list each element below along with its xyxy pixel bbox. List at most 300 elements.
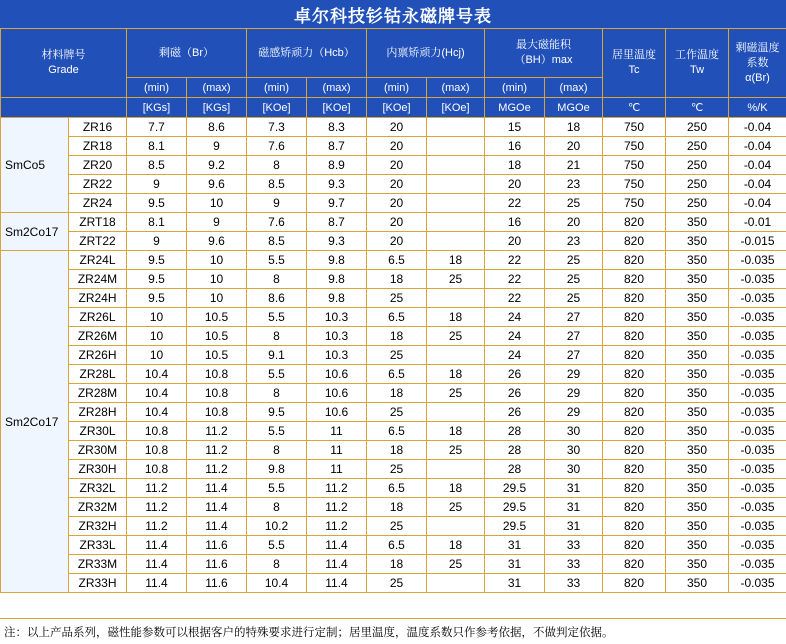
br-max-cell: 10.8 (187, 384, 247, 403)
grade-cell: ZRT22 (69, 232, 127, 251)
table-row (1, 498, 786, 517)
bh-min-cell: 31 (485, 555, 545, 574)
br-min-cell: 9 (127, 175, 187, 194)
table-row (1, 232, 786, 251)
br-max-cell: 9.6 (187, 175, 247, 194)
alpha-cell: -0.035 (729, 384, 786, 403)
hcb-max-cell: 10.3 (307, 308, 367, 327)
hcj-min-cell: 6.5 (367, 422, 427, 441)
bh-max-cell: 23 (545, 232, 603, 251)
bh-max-cell: 27 (545, 346, 603, 365)
grade-cell: ZR30M (69, 441, 127, 460)
grade-cell: ZR33M (69, 555, 127, 574)
bh-min-cell: 22 (485, 270, 545, 289)
tc-cell: 750 (603, 118, 666, 137)
hcj-min-cell: 18 (367, 384, 427, 403)
tc-cell: 820 (603, 308, 666, 327)
header-max: (max) (427, 78, 485, 98)
tw-cell: 350 (666, 213, 729, 232)
bh-max-cell: 33 (545, 574, 603, 593)
tw-cell: 350 (666, 232, 729, 251)
hcj-max-cell: 18 (427, 251, 485, 270)
bh-min-cell: 31 (485, 574, 545, 593)
tc-cell: 820 (603, 479, 666, 498)
grade-cell: ZR28M (69, 384, 127, 403)
hcb-max-cell: 10.3 (307, 346, 367, 365)
bh-min-cell: 29.5 (485, 479, 545, 498)
br-max-cell: 10.5 (187, 346, 247, 365)
alpha-cell: -0.04 (729, 137, 786, 156)
br-max-cell: 11.4 (187, 517, 247, 536)
bh-min-cell: 20 (485, 175, 545, 194)
tc-cell: 820 (603, 384, 666, 403)
alpha-cell: -0.035 (729, 346, 786, 365)
bh-min-cell: 26 (485, 403, 545, 422)
alpha-cell: -0.035 (729, 422, 786, 441)
grade-cell: ZR30H (69, 460, 127, 479)
bh-max-cell: 27 (545, 327, 603, 346)
alpha-cell: -0.035 (729, 327, 786, 346)
tw-cell: 350 (666, 555, 729, 574)
hcb-min-cell: 5.5 (247, 536, 307, 555)
header-unit-blank (1, 98, 127, 118)
bh-max-cell: 33 (545, 555, 603, 574)
header-bhmax (485, 29, 603, 78)
br-min-cell: 9.5 (127, 194, 187, 213)
hcj-max-cell: 18 (427, 308, 485, 327)
table-row (1, 118, 786, 137)
alpha-cell: -0.035 (729, 289, 786, 308)
header-grade (1, 29, 127, 98)
br-min-cell: 11.4 (127, 574, 187, 593)
header-tc-zh: 居里温度 (612, 49, 656, 61)
tc-cell: 750 (603, 175, 666, 194)
table-row (1, 384, 786, 403)
bh-max-cell: 31 (545, 479, 603, 498)
grade-cell: ZR20 (69, 156, 127, 175)
page-title: 卓尔科技钐钴永磁牌号表 (0, 0, 786, 28)
bh-max-cell: 29 (545, 403, 603, 422)
hcj-min-cell: 25 (367, 517, 427, 536)
alpha-cell: -0.04 (729, 118, 786, 137)
hcb-max-cell: 11.2 (307, 517, 367, 536)
grade-cell: ZR28H (69, 403, 127, 422)
tw-cell: 350 (666, 441, 729, 460)
grade-cell: ZR30L (69, 422, 127, 441)
br-max-cell: 11.2 (187, 441, 247, 460)
hcj-max-cell (427, 213, 485, 232)
hcj-min-cell: 20 (367, 194, 427, 213)
hcb-max-cell: 8.9 (307, 156, 367, 175)
hcj-max-cell: 25 (427, 441, 485, 460)
tc-cell: 820 (603, 251, 666, 270)
hcb-min-cell: 9.1 (247, 346, 307, 365)
hcj-min-cell: 20 (367, 175, 427, 194)
tc-cell: 820 (603, 289, 666, 308)
hcj-max-cell (427, 289, 485, 308)
header-min: (min) (485, 78, 545, 98)
hcb-min-cell: 9.8 (247, 460, 307, 479)
alpha-cell: -0.035 (729, 574, 786, 593)
br-max-cell: 10 (187, 251, 247, 270)
hcb-min-cell: 5.5 (247, 251, 307, 270)
hcb-min-cell: 8 (247, 555, 307, 574)
grade-cell: ZR16 (69, 118, 127, 137)
bh-min-cell: 28 (485, 441, 545, 460)
table-header (1, 29, 786, 118)
hcb-min-cell: 7.3 (247, 118, 307, 137)
bh-max-cell: 21 (545, 156, 603, 175)
br-max-cell: 11.4 (187, 498, 247, 517)
grade-cell: ZR32H (69, 517, 127, 536)
tc-cell: 820 (603, 574, 666, 593)
table-row (1, 441, 786, 460)
hcj-max-cell (427, 232, 485, 251)
hcb-min-cell: 8 (247, 270, 307, 289)
br-min-cell: 11.2 (127, 517, 187, 536)
tc-cell: 820 (603, 460, 666, 479)
hcb-max-cell: 9.3 (307, 175, 367, 194)
bh-min-cell: 24 (485, 346, 545, 365)
grade-cell: ZR24L (69, 251, 127, 270)
hcj-min-cell: 6.5 (367, 365, 427, 384)
tw-cell: 350 (666, 251, 729, 270)
tw-cell: 350 (666, 384, 729, 403)
tw-cell: 350 (666, 479, 729, 498)
header-tw (666, 29, 729, 98)
tc-cell: 820 (603, 232, 666, 251)
table-row (1, 270, 786, 289)
br-max-cell: 9 (187, 213, 247, 232)
hcb-max-cell: 11.4 (307, 555, 367, 574)
bh-min-cell: 26 (485, 384, 545, 403)
tc-cell: 750 (603, 156, 666, 175)
bh-max-cell: 31 (545, 498, 603, 517)
hcb-max-cell: 11.4 (307, 536, 367, 555)
tc-cell: 820 (603, 441, 666, 460)
bh-min-cell: 22 (485, 289, 545, 308)
hcb-max-cell: 11 (307, 441, 367, 460)
br-max-cell: 11.6 (187, 555, 247, 574)
br-max-cell: 10.5 (187, 308, 247, 327)
bh-max-cell: 18 (545, 118, 603, 137)
tc-cell: 820 (603, 517, 666, 536)
tc-cell: 750 (603, 194, 666, 213)
hcb-max-cell: 10.6 (307, 365, 367, 384)
header-max: (max) (187, 78, 247, 98)
tw-cell: 350 (666, 536, 729, 555)
table-row (1, 327, 786, 346)
hcb-max-cell: 9.7 (307, 194, 367, 213)
grade-table (0, 28, 786, 593)
bh-max-cell: 27 (545, 308, 603, 327)
br-max-cell: 10 (187, 194, 247, 213)
tw-cell: 350 (666, 327, 729, 346)
bh-max-cell: 29 (545, 365, 603, 384)
table-row (1, 536, 786, 555)
hcj-min-cell: 6.5 (367, 479, 427, 498)
tc-cell: 820 (603, 422, 666, 441)
header-hcj: 内禀矫顽力(Hcj) (367, 29, 485, 78)
hcj-min-cell: 25 (367, 460, 427, 479)
hcj-max-cell (427, 574, 485, 593)
alpha-cell: -0.035 (729, 498, 786, 517)
hcj-min-cell: 25 (367, 289, 427, 308)
hcb-min-cell: 8 (247, 384, 307, 403)
hcb-min-cell: 5.5 (247, 365, 307, 384)
tw-cell: 350 (666, 517, 729, 536)
bh-min-cell: 31 (485, 536, 545, 555)
hcj-min-cell: 20 (367, 156, 427, 175)
bh-min-cell: 16 (485, 137, 545, 156)
hcj-max-cell (427, 118, 485, 137)
footnote: 注：以上产品系列，磁性能参数可以根据客户的特殊要求进行定制；居里温度，温度系数只作参考依据，不做判定依据。 (0, 618, 786, 644)
tw-cell: 350 (666, 308, 729, 327)
hcb-min-cell: 8 (247, 156, 307, 175)
bh-max-cell: 31 (545, 517, 603, 536)
bh-min-cell: 28 (485, 422, 545, 441)
hcb-min-cell: 7.6 (247, 213, 307, 232)
hcj-max-cell (427, 517, 485, 536)
tw-cell: 250 (666, 156, 729, 175)
table-row (1, 574, 786, 593)
grade-cell: ZR24H (69, 289, 127, 308)
hcj-max-cell: 25 (427, 555, 485, 574)
header-unit: MGOe (485, 98, 545, 118)
table-row (1, 517, 786, 536)
grade-cell: ZR26M (69, 327, 127, 346)
alpha-cell: -0.04 (729, 156, 786, 175)
grade-cell: ZR24 (69, 194, 127, 213)
header-max: (max) (307, 78, 367, 98)
hcj-max-cell: 18 (427, 422, 485, 441)
br-max-cell: 10 (187, 270, 247, 289)
alpha-cell: -0.04 (729, 175, 786, 194)
header-alpha-en: α(Br) (745, 71, 770, 84)
tc-cell: 820 (603, 346, 666, 365)
hcb-max-cell: 9.3 (307, 232, 367, 251)
hcb-max-cell: 11 (307, 422, 367, 441)
br-min-cell: 10 (127, 327, 187, 346)
br-min-cell: 9 (127, 232, 187, 251)
br-min-cell: 10 (127, 346, 187, 365)
table-row (1, 403, 786, 422)
tc-cell: 820 (603, 327, 666, 346)
bh-min-cell: 22 (485, 251, 545, 270)
hcj-min-cell: 25 (367, 403, 427, 422)
br-min-cell: 8.1 (127, 137, 187, 156)
tc-cell: 820 (603, 403, 666, 422)
table-body (1, 118, 786, 593)
alpha-cell: -0.035 (729, 270, 786, 289)
header-tc (603, 29, 666, 98)
br-min-cell: 10.4 (127, 384, 187, 403)
tc-cell: 820 (603, 365, 666, 384)
header-min: (min) (127, 78, 187, 98)
grade-cell: ZR26H (69, 346, 127, 365)
hcj-max-cell: 25 (427, 270, 485, 289)
bh-min-cell: 26 (485, 365, 545, 384)
tw-cell: 350 (666, 422, 729, 441)
br-max-cell: 9.6 (187, 232, 247, 251)
tw-cell: 350 (666, 270, 729, 289)
header-grade-en: Grade (48, 64, 79, 76)
tc-cell: 820 (603, 555, 666, 574)
br-min-cell: 10.8 (127, 441, 187, 460)
header-unit: [KOe] (427, 98, 485, 118)
br-min-cell: 10.8 (127, 460, 187, 479)
br-max-cell: 9.2 (187, 156, 247, 175)
table-row (1, 175, 786, 194)
tw-cell: 250 (666, 194, 729, 213)
bh-min-cell: 22 (485, 194, 545, 213)
br-max-cell: 10 (187, 289, 247, 308)
header-unit: MGOe (545, 98, 603, 118)
hcj-max-cell (427, 175, 485, 194)
hcj-max-cell: 18 (427, 365, 485, 384)
hcj-min-cell: 20 (367, 118, 427, 137)
table-row (1, 251, 786, 270)
tw-cell: 350 (666, 498, 729, 517)
grade-cell: ZR33H (69, 574, 127, 593)
bh-max-cell: 25 (545, 251, 603, 270)
tc-cell: 820 (603, 270, 666, 289)
grade-cell: ZR24M (69, 270, 127, 289)
br-min-cell: 8.1 (127, 213, 187, 232)
hcb-max-cell: 11.2 (307, 479, 367, 498)
alpha-cell: -0.035 (729, 251, 786, 270)
hcb-min-cell: 8.5 (247, 232, 307, 251)
br-min-cell: 11.2 (127, 498, 187, 517)
hcj-min-cell: 6.5 (367, 308, 427, 327)
hcj-max-cell: 25 (427, 327, 485, 346)
tw-cell: 250 (666, 175, 729, 194)
br-max-cell: 10.8 (187, 365, 247, 384)
header-min: (min) (247, 78, 307, 98)
hcb-min-cell: 5.5 (247, 479, 307, 498)
br-min-cell: 7.7 (127, 118, 187, 137)
header-unit: [KOe] (307, 98, 367, 118)
hcj-min-cell: 25 (367, 574, 427, 593)
hcj-max-cell (427, 156, 485, 175)
hcj-min-cell: 20 (367, 137, 427, 156)
hcb-min-cell: 9.5 (247, 403, 307, 422)
hcj-max-cell: 25 (427, 498, 485, 517)
bh-min-cell: 18 (485, 156, 545, 175)
table-row (1, 213, 786, 232)
hcb-min-cell: 9 (247, 194, 307, 213)
material-group-label: Sm2Co17 (1, 213, 69, 251)
bh-max-cell: 29 (545, 384, 603, 403)
table-row (1, 156, 786, 175)
hcj-min-cell: 20 (367, 232, 427, 251)
bh-min-cell: 16 (485, 213, 545, 232)
hcb-max-cell: 10.6 (307, 384, 367, 403)
hcb-max-cell: 8.3 (307, 118, 367, 137)
tc-cell: 750 (603, 137, 666, 156)
hcb-min-cell: 8.6 (247, 289, 307, 308)
hcb-max-cell: 11 (307, 460, 367, 479)
hcj-max-cell (427, 460, 485, 479)
hcb-min-cell: 10.2 (247, 517, 307, 536)
table-row (1, 308, 786, 327)
tw-cell: 350 (666, 346, 729, 365)
bh-max-cell: 25 (545, 289, 603, 308)
tc-cell: 820 (603, 213, 666, 232)
tc-cell: 820 (603, 536, 666, 555)
grade-cell: ZRT18 (69, 213, 127, 232)
hcb-min-cell: 8 (247, 498, 307, 517)
hcb-min-cell: 5.5 (247, 308, 307, 327)
bh-min-cell: 24 (485, 308, 545, 327)
bh-max-cell: 20 (545, 137, 603, 156)
header-unit: %/K (729, 98, 786, 118)
header-alpha-zh1: 剩磁温度 (735, 41, 780, 54)
hcj-min-cell: 6.5 (367, 536, 427, 555)
br-min-cell: 11.4 (127, 555, 187, 574)
br-max-cell: 11.2 (187, 460, 247, 479)
hcb-min-cell: 8 (247, 327, 307, 346)
hcb-min-cell: 10.4 (247, 574, 307, 593)
alpha-cell: -0.035 (729, 479, 786, 498)
bh-min-cell: 24 (485, 327, 545, 346)
hcj-min-cell: 18 (367, 498, 427, 517)
grade-cell: ZR26L (69, 308, 127, 327)
hcb-min-cell: 8 (247, 441, 307, 460)
hcj-min-cell: 18 (367, 555, 427, 574)
alpha-cell: -0.01 (729, 213, 786, 232)
hcj-min-cell: 18 (367, 327, 427, 346)
header-br: 剩磁（Br） (127, 29, 247, 78)
grade-cell: ZR28L (69, 365, 127, 384)
hcb-max-cell: 9.8 (307, 289, 367, 308)
header-unit: ℃ (666, 98, 729, 118)
br-min-cell: 10 (127, 308, 187, 327)
bh-min-cell: 20 (485, 232, 545, 251)
br-max-cell: 9 (187, 137, 247, 156)
hcb-min-cell: 8.5 (247, 175, 307, 194)
br-min-cell: 10.4 (127, 365, 187, 384)
hcj-max-cell: 25 (427, 384, 485, 403)
header-unit: [KOe] (367, 98, 427, 118)
br-min-cell: 10.8 (127, 422, 187, 441)
bh-max-cell: 30 (545, 460, 603, 479)
bh-max-cell: 30 (545, 441, 603, 460)
grade-cell: ZR32L (69, 479, 127, 498)
br-min-cell: 8.5 (127, 156, 187, 175)
alpha-cell: -0.035 (729, 555, 786, 574)
header-hcb: 磁感矫顽力（Hcb） (247, 29, 367, 78)
bh-min-cell: 15 (485, 118, 545, 137)
table-row (1, 460, 786, 479)
header-bhmax-en: （BH）max (514, 54, 573, 66)
hcj-min-cell: 20 (367, 213, 427, 232)
grade-cell: ZR22 (69, 175, 127, 194)
header-unit: [KGs] (187, 98, 247, 118)
hcj-min-cell: 18 (367, 270, 427, 289)
bh-max-cell: 30 (545, 422, 603, 441)
tw-cell: 250 (666, 118, 729, 137)
header-unit: [KGs] (127, 98, 187, 118)
hcb-max-cell: 9.8 (307, 270, 367, 289)
br-max-cell: 11.4 (187, 479, 247, 498)
grade-cell: ZR33L (69, 536, 127, 555)
alpha-cell: -0.035 (729, 403, 786, 422)
header-tc-en: Tc (628, 64, 640, 76)
hcj-min-cell: 6.5 (367, 251, 427, 270)
hcj-min-cell: 25 (367, 346, 427, 365)
alpha-cell: -0.035 (729, 441, 786, 460)
